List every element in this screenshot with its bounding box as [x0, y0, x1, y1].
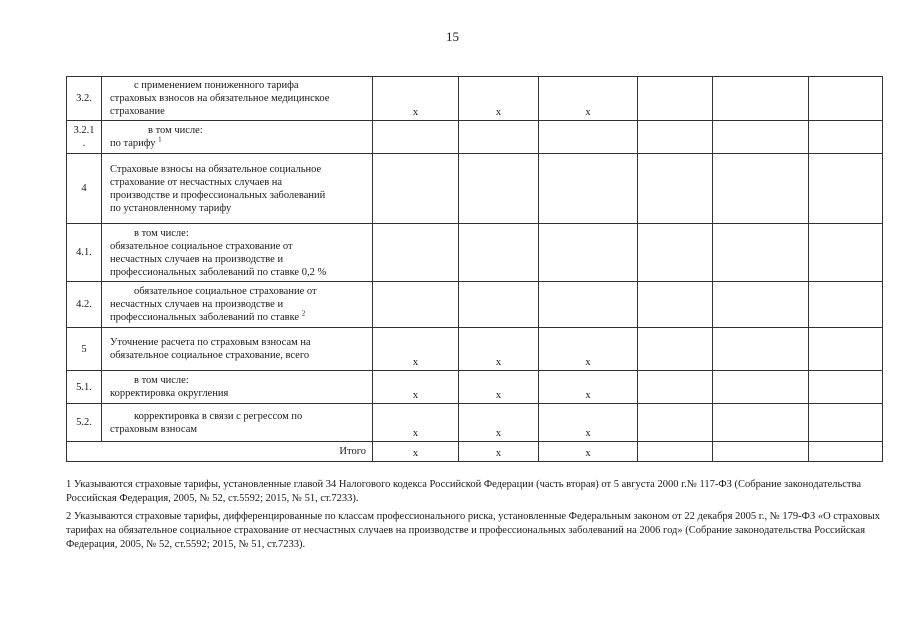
cell-mark: х [373, 404, 459, 442]
row-description: корректировка в связи с регрессом по страховым взносам [102, 404, 373, 442]
cell-mark: х [459, 328, 539, 371]
empty-cell [809, 224, 883, 282]
cell-mark: х [539, 328, 638, 371]
empty-cell [373, 121, 459, 154]
empty-cell [713, 282, 809, 328]
table-row [67, 77, 883, 121]
empty-cell [638, 282, 713, 328]
empty-cell [373, 282, 459, 328]
row-description: Уточнение расчета по страховым взносам на обязательное социальное страхование, всего [102, 328, 373, 371]
empty-cell [809, 371, 883, 404]
row-description: в том числе: по тарифу $^1$ [102, 121, 373, 154]
footnote-ref: 1 [158, 135, 162, 144]
empty-cell [539, 282, 638, 328]
cell-mark: х [539, 77, 638, 121]
row-description: в том числе: корректировка округления [102, 371, 373, 404]
row-number: 4.2. [67, 282, 102, 328]
total-label: Итого [67, 442, 373, 462]
row-number: 3.2.1 . [67, 121, 102, 154]
total-row [67, 442, 883, 462]
row-number: 5.1. [67, 371, 102, 404]
empty-cell [459, 282, 539, 328]
row-number: 4 [67, 154, 102, 224]
cell-mark: х [373, 371, 459, 404]
row-number: 5 [67, 328, 102, 371]
empty-cell [713, 77, 809, 121]
empty-cell [638, 121, 713, 154]
cell-mark: х [373, 442, 459, 462]
empty-cell [638, 328, 713, 371]
row-description: с применением пониженного тарифа страховых взносов на обязательное медицинское страхование [102, 77, 373, 121]
empty-cell [809, 404, 883, 442]
empty-cell [638, 224, 713, 282]
empty-cell [809, 77, 883, 121]
page-number: 15 [446, 29, 459, 44]
table-row [67, 328, 883, 371]
empty-cell [713, 371, 809, 404]
empty-cell [713, 442, 809, 462]
cell-mark: х [459, 442, 539, 462]
empty-cell [638, 371, 713, 404]
cell-mark: х [539, 404, 638, 442]
empty-cell [373, 154, 459, 224]
empty-cell [638, 154, 713, 224]
row-number: 3.2. [67, 77, 102, 121]
empty-cell [459, 154, 539, 224]
empty-cell [539, 121, 638, 154]
empty-cell [638, 442, 713, 462]
empty-cell [459, 224, 539, 282]
empty-cell [638, 404, 713, 442]
table-row [67, 121, 883, 154]
row-description: обязательное социальное страхование от несчастных случаев на производстве и профессиональных заболеваний по ставке $^2$ [102, 282, 373, 328]
cell-mark: х [459, 404, 539, 442]
table-row [67, 371, 883, 404]
empty-cell [373, 224, 459, 282]
row-description: Страховые взносы на обязательное социальное страхование от несчастных случаев на производстве и профессиональных заболеваний по установленному тарифу [102, 154, 373, 224]
footnote-1: 1 Указываются страховые тарифы, установленные главой 34 Налогового кодекса Российской Федерации (часть вторая) от 5 августа 2000 г.№ 117-ФЗ (Собрание законодательства Российская Федерация, 2005, № 52, ст.5592; 2015, № 51, ст.7233). [66, 479, 861, 504]
empty-cell [459, 121, 539, 154]
row-number: 4.1. [67, 224, 102, 282]
empty-cell [809, 121, 883, 154]
footnote-2: 2 Указываются страховые тарифы, дифференцированные по классам профессионального риска, установленные Федеральным законом от 22 декабря 2005 г., № 179-ФЗ «О страховых тарифах на обязательное социальное страхование от несчастных случаев на производстве и профессиональных заболеваний на 2006 год» (Собрание законодательства Российская Федерация, 2005, № 52, ст.5592; 2015, № 51, ст.7233). [66, 511, 880, 550]
table-row [67, 224, 883, 282]
cell-mark: х [373, 77, 459, 121]
empty-cell [809, 328, 883, 371]
cell-mark: х [373, 328, 459, 371]
empty-cell [713, 328, 809, 371]
empty-cell [713, 121, 809, 154]
empty-cell [539, 224, 638, 282]
empty-cell [809, 442, 883, 462]
empty-cell [638, 77, 713, 121]
cell-mark: х [539, 371, 638, 404]
table-row [67, 404, 883, 442]
contributions-table [66, 76, 883, 462]
row-number: 5.2. [67, 404, 102, 442]
footnote-ref: 2 [301, 309, 306, 318]
footnotes [66, 478, 882, 556]
empty-cell [713, 224, 809, 282]
row-description: в том числе: обязательное социальное страхование от несчастных случаев на производстве и профессиональных заболеваний по ставке 0,2 % [102, 224, 373, 282]
empty-cell [539, 154, 638, 224]
table-row [67, 154, 883, 224]
empty-cell [809, 154, 883, 224]
empty-cell [809, 282, 883, 328]
table-row [67, 282, 883, 328]
cell-mark: х [459, 371, 539, 404]
cell-mark: х [459, 77, 539, 121]
cell-mark: х [539, 442, 638, 462]
empty-cell [713, 404, 809, 442]
empty-cell [713, 154, 809, 224]
